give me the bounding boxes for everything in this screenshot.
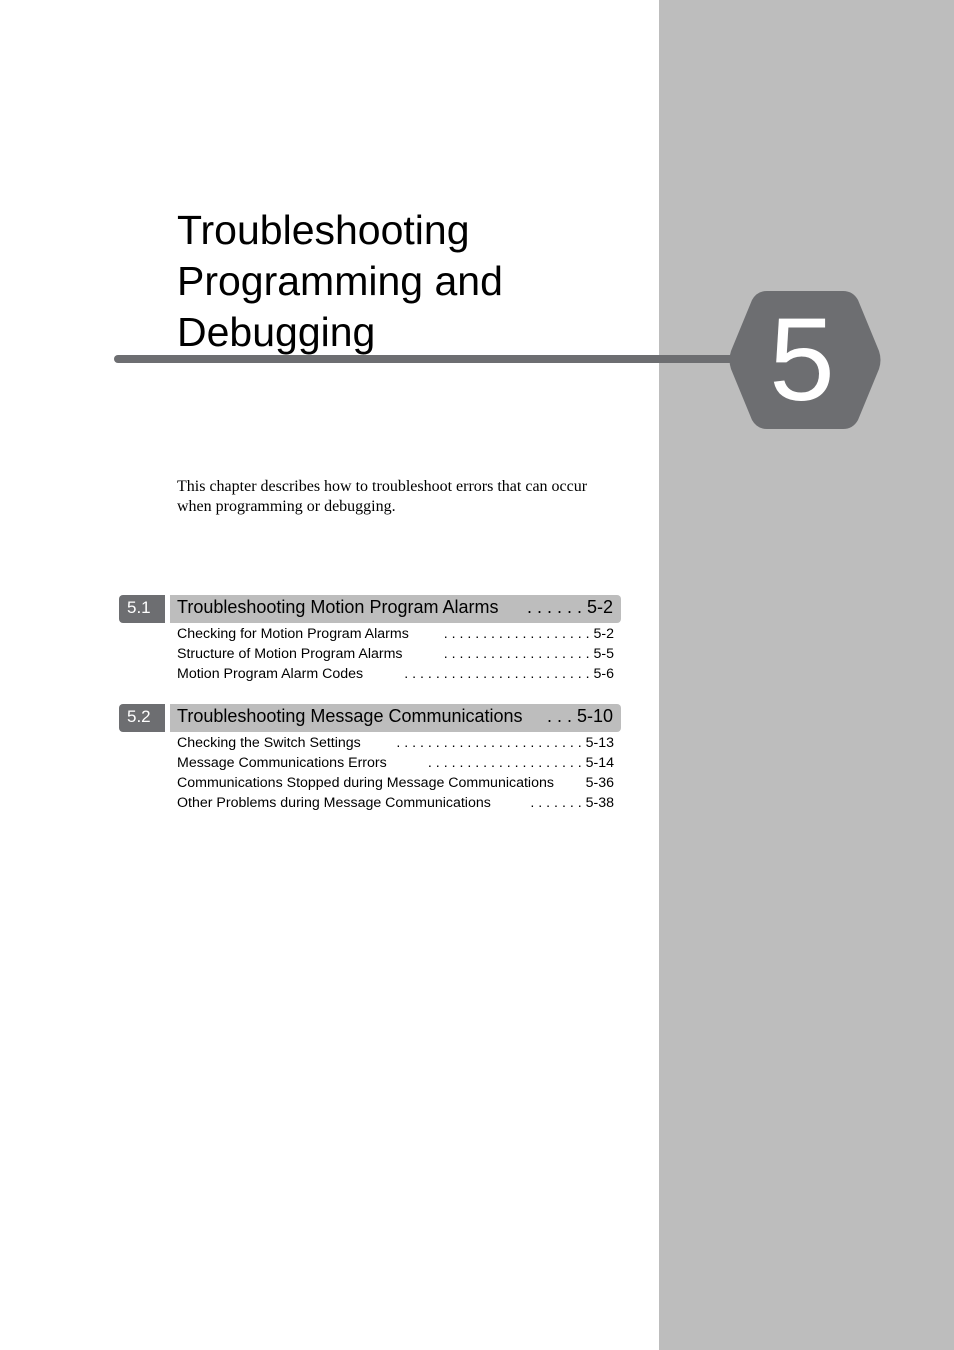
toc-entry-label: Structure of Motion Program Alarms xyxy=(177,646,403,662)
toc-entry[interactable] xyxy=(177,773,614,793)
intro-line-1: This chapter describes how to troubleshoot errors that can occur xyxy=(177,478,588,495)
toc-entry-page: . . . . . . . . . . . . . . . . . . . 5-2 xyxy=(443,626,614,642)
toc-entry[interactable] xyxy=(177,793,614,813)
toc-subsection-list-5-2 xyxy=(177,733,614,813)
toc-entry-page: . . . . . . . . . . . . . . . . . . . . . . . . 5-6 xyxy=(404,666,614,682)
chapter-intro xyxy=(177,477,627,517)
toc-entry-page: . . . . . . . . . . . . . . . . . . . . . . . . 5-13 xyxy=(396,735,614,751)
section-page: . . . 5-10 xyxy=(546,706,613,726)
toc-entry-page: . . . . . . . . . . . . . . . . . . . 5-5 xyxy=(443,646,614,662)
toc-entry[interactable] xyxy=(177,753,614,773)
chapter-title xyxy=(177,205,647,358)
chapter-side-band xyxy=(659,0,954,1350)
toc-entry-label: Checking for Motion Program Alarms xyxy=(177,626,409,642)
section-bar xyxy=(170,595,621,623)
toc-entry-label: Message Communications Errors xyxy=(177,755,387,771)
toc-entry-label: Other Problems during Message Communications xyxy=(177,795,491,811)
toc-entry-label: Checking the Switch Settings xyxy=(177,735,361,751)
chapter-title-line-3: Debugging xyxy=(177,309,376,355)
section-title: Troubleshooting Motion Program Alarms xyxy=(177,597,499,617)
toc-entry-page: . . . . . . . . . . . . . . . . . . . . 5-14 xyxy=(427,755,614,771)
toc-entry[interactable] xyxy=(177,664,614,684)
title-underline xyxy=(114,355,754,363)
toc-entry-page: 5-36 xyxy=(585,775,614,791)
toc-section-5-2[interactable] xyxy=(119,704,621,732)
section-bar xyxy=(170,704,621,732)
section-number: 5.2 xyxy=(119,704,165,732)
toc-subsection-list-5-1 xyxy=(177,624,614,684)
chapter-title-line-1: Troubleshooting xyxy=(177,207,470,253)
toc-entry-page: . . . . . . . 5-38 xyxy=(530,795,614,811)
intro-line-2: when programming or debugging. xyxy=(177,498,396,515)
section-page: . . . . . . 5-2 xyxy=(526,597,613,617)
toc-entry-label: Motion Program Alarm Codes xyxy=(177,666,364,682)
toc-section-5-1[interactable] xyxy=(119,595,621,623)
toc-entry[interactable] xyxy=(177,624,614,644)
section-number: 5.1 xyxy=(119,595,165,623)
toc-entry-label: Communications Stopped during Message Communications xyxy=(177,775,554,791)
chapter-number: 5 xyxy=(769,294,835,426)
toc-entry[interactable] xyxy=(177,644,614,664)
chapter-title-line-2: Programming and xyxy=(177,258,503,304)
toc-entry[interactable] xyxy=(177,733,614,753)
section-title: Troubleshooting Message Communications xyxy=(177,706,523,726)
